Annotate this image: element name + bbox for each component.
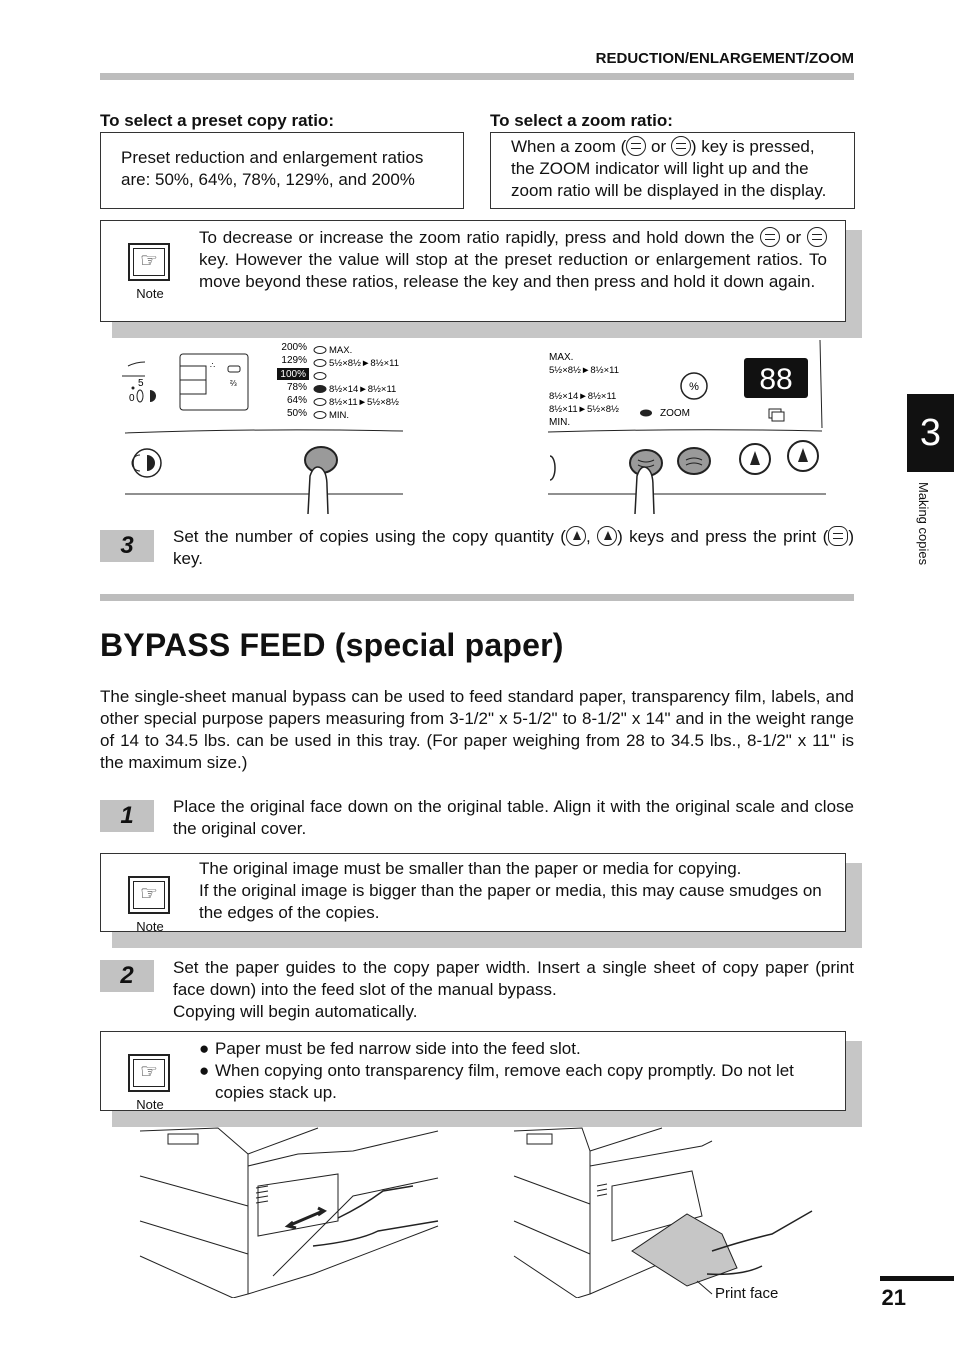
zoom-up-key-icon: [671, 136, 691, 156]
svg-text:MIN.: MIN.: [549, 417, 571, 428]
bypass-title: BYPASS FEED (special paper): [100, 627, 564, 663]
svg-text:⅔: ⅔: [230, 379, 237, 388]
quantity-up-key-icon: [566, 526, 586, 546]
density-dial-icon: [129, 378, 156, 404]
svg-text:5½×8½►8½×11: 5½×8½►8½×11: [329, 358, 399, 369]
step3-text-d: ) key.: [173, 527, 854, 568]
hands-icon: [313, 1186, 438, 1246]
control-panel-illustration: [100, 336, 860, 514]
note3-bullet: [199, 1060, 827, 1104]
zoom-down-key-icon: [760, 227, 780, 247]
quantity-down-key-icon: [597, 526, 617, 546]
svg-text:88: 88: [759, 363, 793, 396]
step3-text-b: ,: [585, 527, 598, 546]
note-hand-icon: ☞: [128, 1054, 170, 1092]
print-key-icon: [828, 526, 848, 546]
zoom-heading: To select a zoom ratio:: [490, 111, 673, 130]
note1-text-b: or: [780, 228, 807, 247]
finger-icon: [635, 467, 654, 514]
page-number-bar: [880, 1276, 954, 1281]
step2-line1: Set the paper guides to the copy paper width. Insert a single sheet of copy paper (print face down) into the feed slot of the manual bypass.: [173, 958, 854, 999]
chapter-tab: 3: [907, 394, 954, 472]
step3-text-c: ) keys and press the print (: [617, 527, 829, 546]
note-paper-feed: [100, 1031, 854, 1119]
preset-heading: To select a preset copy ratio:: [100, 111, 334, 130]
zoom-size-indicators: [549, 352, 619, 428]
step-2-text: [173, 957, 854, 1023]
ratio-indicators: [277, 342, 399, 421]
note-label: Note: [136, 286, 164, 301]
zoom-up-key-icon: [678, 448, 710, 474]
bypass-intro: The single-sheet manual bypass can be used to feed standard paper, transparency film, labels, and other special purpose papers measuring from 3-1/2" x 5-1/2" to 8-1/2" x 14" and in the weight range of 14 to 34.5 lbs. can be used in this tray. (For paper weighing from 28 to 34.5 lbs., 8-1/2" x 11" is the maximum size.): [100, 687, 854, 772]
svg-text:8½×14►8½×11: 8½×14►8½×11: [329, 384, 397, 395]
note-zoom-rapid: [100, 220, 854, 330]
zoom-indicator-icon: [640, 410, 652, 417]
note-text: [199, 227, 827, 293]
section-rule: [100, 594, 854, 601]
svg-text:5½×8½►8½×11: 5½×8½►8½×11: [549, 365, 619, 376]
bypass-insert-illustration: [512, 1126, 822, 1298]
svg-text:MAX.: MAX.: [549, 352, 574, 363]
note-label: Note: [136, 1097, 164, 1112]
zoom-up-key-icon: [807, 227, 827, 247]
section-header: REDUCTION/ENLARGEMENT/ZOOM: [595, 50, 854, 67]
note3-bullet-text: When copying onto transparency film, remove each copy promptly. Do not let copies stack up.: [215, 1061, 794, 1102]
svg-text:MAX.: MAX.: [329, 345, 353, 356]
step-1-text: Place the original face down on the original table. Align it with the original scale and close the original cover.: [173, 797, 854, 838]
note-hand-icon: ☞: [128, 876, 170, 914]
page-number: 21: [881, 1285, 906, 1310]
note1-text-a: To decrease or increase the zoom ratio rapidly, press and hold down the: [199, 228, 761, 247]
note2-line2: If the original image is bigger than the paper or media, this may cause smudges on the edges of the copies.: [199, 881, 822, 922]
header-rule: [100, 73, 854, 80]
print-face-leader: [697, 1281, 712, 1294]
svg-text:129%: 129%: [281, 355, 307, 366]
note-original-size: [100, 853, 854, 940]
svg-text:8½×14►8½×11: 8½×14►8½×11: [549, 391, 617, 402]
zoom-text-a: When a zoom (: [511, 137, 627, 156]
preset-text: Preset reduction and enlargement ratios are: 50%, 64%, 78%, 129%, and 200%: [121, 148, 424, 189]
svg-text:∴: ∴: [210, 361, 216, 370]
bullet-icon: ●: [199, 1039, 210, 1058]
preset-box: [100, 132, 464, 209]
zoom-text-c: ) key is pressed, the ZOOM indicator will light up and the zoom ratio will be displayed in the display.: [511, 137, 827, 200]
svg-text:ZOOM: ZOOM: [660, 408, 690, 419]
svg-text:0: 0: [129, 393, 135, 404]
finger-icon: [308, 467, 328, 514]
step-2-number: 2: [100, 960, 154, 992]
step-3-text: [173, 526, 854, 570]
step3-text-a: Set the number of copies using the copy quantity (: [173, 527, 566, 546]
paper-sheet: [632, 1214, 737, 1286]
step-3-number: 3: [100, 530, 154, 562]
svg-text:200%: 200%: [281, 342, 307, 353]
svg-text:8½×11►5½×8½: 8½×11►5½×8½: [329, 397, 399, 408]
bullet-icon: ●: [199, 1061, 210, 1080]
svg-text:MIN.: MIN.: [329, 410, 350, 421]
equipment-vents: [597, 1184, 607, 1196]
zoom-box: [490, 132, 855, 209]
svg-text:100%: 100%: [280, 369, 306, 380]
svg-text:78%: 78%: [286, 382, 307, 393]
step2-line2: Copying will begin automatically.: [173, 1002, 418, 1021]
chapter-label: Making copies: [916, 482, 931, 566]
svg-text:64%: 64%: [286, 395, 307, 406]
svg-text:8½×11►5½×8½: 8½×11►5½×8½: [549, 404, 619, 415]
zoom-text-b: or: [646, 137, 671, 156]
note3-bullet-text: Paper must be fed narrow side into the feed slot.: [215, 1039, 581, 1058]
note3-bullet: [199, 1038, 827, 1060]
note1-text-c: key. However the value will stop at the preset reduction or enlargement ratios. To move beyond these ratios, release the key and then press and hold it down again.: [199, 250, 827, 291]
dial-label: 5: [138, 378, 144, 389]
bypass-guide-illustration: [138, 1126, 448, 1298]
svg-text:50%: 50%: [286, 408, 307, 419]
note2-line1: The original image must be smaller than the paper or media for copying.: [199, 859, 742, 878]
note-hand-icon: ☞: [128, 243, 170, 281]
step-1-number: 1: [100, 800, 154, 832]
print-face-label: Print face: [715, 1285, 779, 1302]
note-label: Note: [136, 919, 164, 934]
zoom-down-key-icon: [626, 136, 646, 156]
svg-text:%: %: [689, 381, 699, 393]
